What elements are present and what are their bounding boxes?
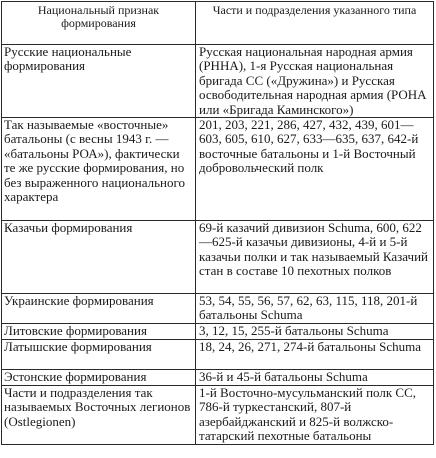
row-units: 36-й и 45-й батальоны Schuma [196,370,434,386]
row-units: 69-й казачий дивизион Schuma, 600, 622—625-й казачьи дивизионы, 4-й и 5-й казачьи полки и так называемый Казачий стан в составе 10 пехотных полков [196,221,434,294]
row-units: Русская национальная народная армия (РННА), 1-я Русская национальная бригада СС («Дружина») и Русская освободительная народная армия (РОНА или «Бригада Каминского») [196,45,434,118]
row-units: 1-й Восточно-мусульманский полк СС, 786-й туркестанский, 807-й азербайджанский и 825-й волжско-татарский пехотные батальоны [196,386,434,445]
header-units: Части и подразделения указанного типа [196,2,434,45]
formations-table [1,1,434,445]
row-category: Части и подразделения так называемых Восточных легионов (Ostlegionen) [2,386,196,445]
row-category: Литовские формирования [2,324,196,340]
row-category: Так называемые «восточные» батальоны (с весны 1943 г. — «батальоны РОА»), фактически те же русские формирования, но без выраженного национального характера [2,118,196,221]
row-category: Латышские формирования [2,340,196,370]
table-row [2,340,434,370]
row-units: 53, 54, 55, 56, 57, 62, 63, 115, 118, 201-й батальоны Schuma [196,294,434,324]
row-category: Украинские формирования [2,294,196,324]
row-units: 201, 203, 221, 286, 427, 432, 439, 601—603, 605, 610, 627, 633—635, 637, 642-й восточные батальоны и 1-й Восточный добровольческий полк [196,118,434,221]
row-units: 18, 24, 26, 271, 274-й батальоны Schuma [196,340,434,370]
row-category: Казачьи формирования [2,221,196,294]
table-header-row [2,2,434,45]
table-row [2,118,434,221]
row-category: Русские национальные формирования [2,45,196,118]
table-row [2,324,434,340]
table-row [2,45,434,118]
header-national-attribute: Национальный признак формирования [2,2,196,45]
table-row [2,370,434,386]
table-row [2,221,434,294]
table-row [2,386,434,445]
row-units: 3, 12, 15, 255-й батальоны Schuma [196,324,434,340]
table-row [2,294,434,324]
row-category: Эстонские формирования [2,370,196,386]
